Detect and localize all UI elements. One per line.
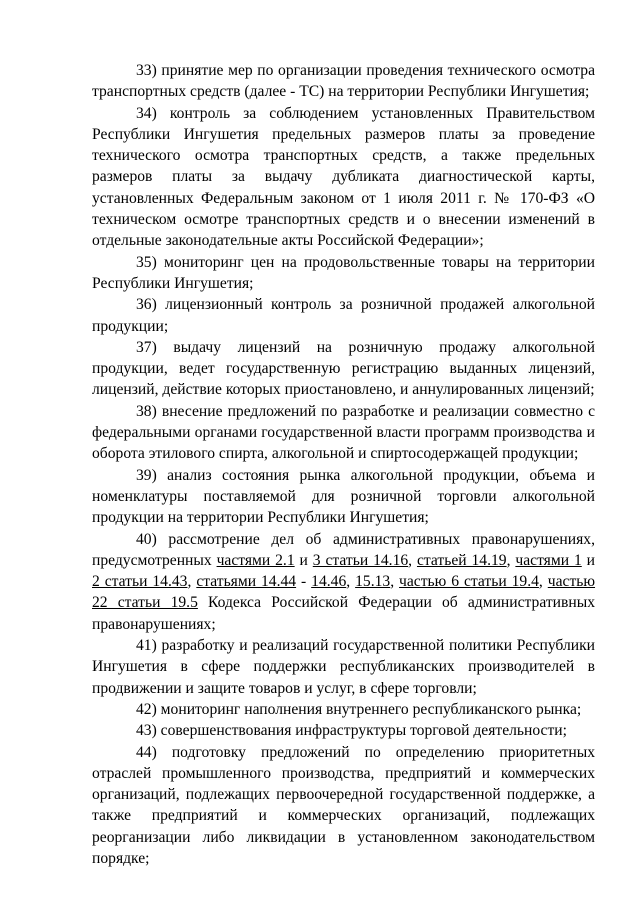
paragraph-37: 37) выдачу лицензий на розничную продажу алкогольной продукции, ведет государственную регистрацию выданных лицензий, лицензий, действие которых приостановлено, и аннулированных лицензий; — [92, 338, 595, 399]
p40-text: - — [296, 573, 312, 591]
law-link[interactable]: 14.46 — [311, 573, 347, 591]
p40-text: , — [346, 573, 356, 591]
p40-text: , — [538, 573, 548, 591]
paragraph-38: 38) внесение предложений по разработке и реализации совместно с федеральными органами государственной власти программ производства и оборота этилового спирта, алкогольной и спиртосодержащей продукции; — [92, 402, 595, 463]
law-link[interactable]: частями 1 — [515, 551, 582, 569]
paragraph-40 — [92, 529, 595, 635]
paragraph-35: 35) мониторинг цен на продовольственные товары на территории Республики Ингушетия; — [92, 253, 595, 292]
law-link[interactable]: 3 статьи 14.16 — [312, 551, 409, 569]
paragraph-39: 39) анализ состояния рынка алкогольной продукции, объема и номенклатуры поставляемой для розничной торговли алкогольной продукции на территории Республики Ингушетия; — [92, 466, 595, 527]
p40-text: и — [294, 551, 313, 569]
law-link[interactable]: 15.13 — [355, 573, 391, 591]
law-link[interactable]: частью 22 статьи 19.5 — [92, 573, 596, 612]
law-link[interactable]: частью 6 статьи 19.4 — [399, 573, 539, 591]
paragraph-41: 41) разработку и реализаций государственной политики Республики Ингушетия в сфере поддержки республиканских производителей в продвижении и защите товаров и услуг, в сфере торговли; — [92, 637, 595, 697]
document-page — [92, 60, 595, 869]
paragraph-44: 44) подготовку предложений по определению приоритетных отраслей промышленного производства, предприятий и коммерческих организаций, подлежащих первоочередной государственной поддержке, а также предприятий и коммерческих организаций, подлежащих реорганизации либо ликвидации в установленном законодательством порядке; — [92, 743, 595, 867]
p40-text: , — [408, 551, 417, 569]
p40-text: , — [187, 573, 197, 591]
law-link[interactable]: частями 2.1 — [216, 551, 295, 569]
paragraph-33: 33) принятие мер по организации проведения технического осмотра транспортных средств (далее - ТС) на территории Республики Ингушетия; — [92, 62, 595, 101]
paragraph-36: 36) лицензионный контроль за розничной продажей алкогольной продукции; — [92, 296, 595, 335]
p40-text: , — [506, 551, 516, 569]
p40-text: Кодекса Российской Федерации об административных правонарушениях; — [92, 594, 595, 633]
law-link[interactable]: статьями 14.44 — [196, 573, 297, 591]
paragraph-34: 34) контроль за соблюдением установленных Правительством Республики Ингушетия предельных размеров платы за проведение технического осмотра транспортных средств, а также предельных размеров платы за выдачу дубликата диагностической карты, установленных Федеральным законом от 1 июля 2011 г. № 170-ФЗ «О техническом осмотре транспортных средств и о внесении изменений в отдельные законодательные акты Российской Федерации»; — [92, 104, 595, 250]
p40-text: , — [390, 573, 400, 591]
paragraph-43: 43) совершенствования инфраструктуры торговой деятельности; — [136, 722, 567, 740]
paragraph-42: 42) мониторинг наполнения внутреннего республиканского рынка; — [136, 700, 582, 718]
p40-text: и — [581, 551, 596, 569]
law-link[interactable]: статьей 14.19 — [416, 551, 507, 569]
p40-text: 40) рассмотрение дел об административных правонарушениях, предусмотренных — [92, 530, 595, 569]
law-link[interactable]: 2 статьи 14.43 — [92, 573, 188, 591]
